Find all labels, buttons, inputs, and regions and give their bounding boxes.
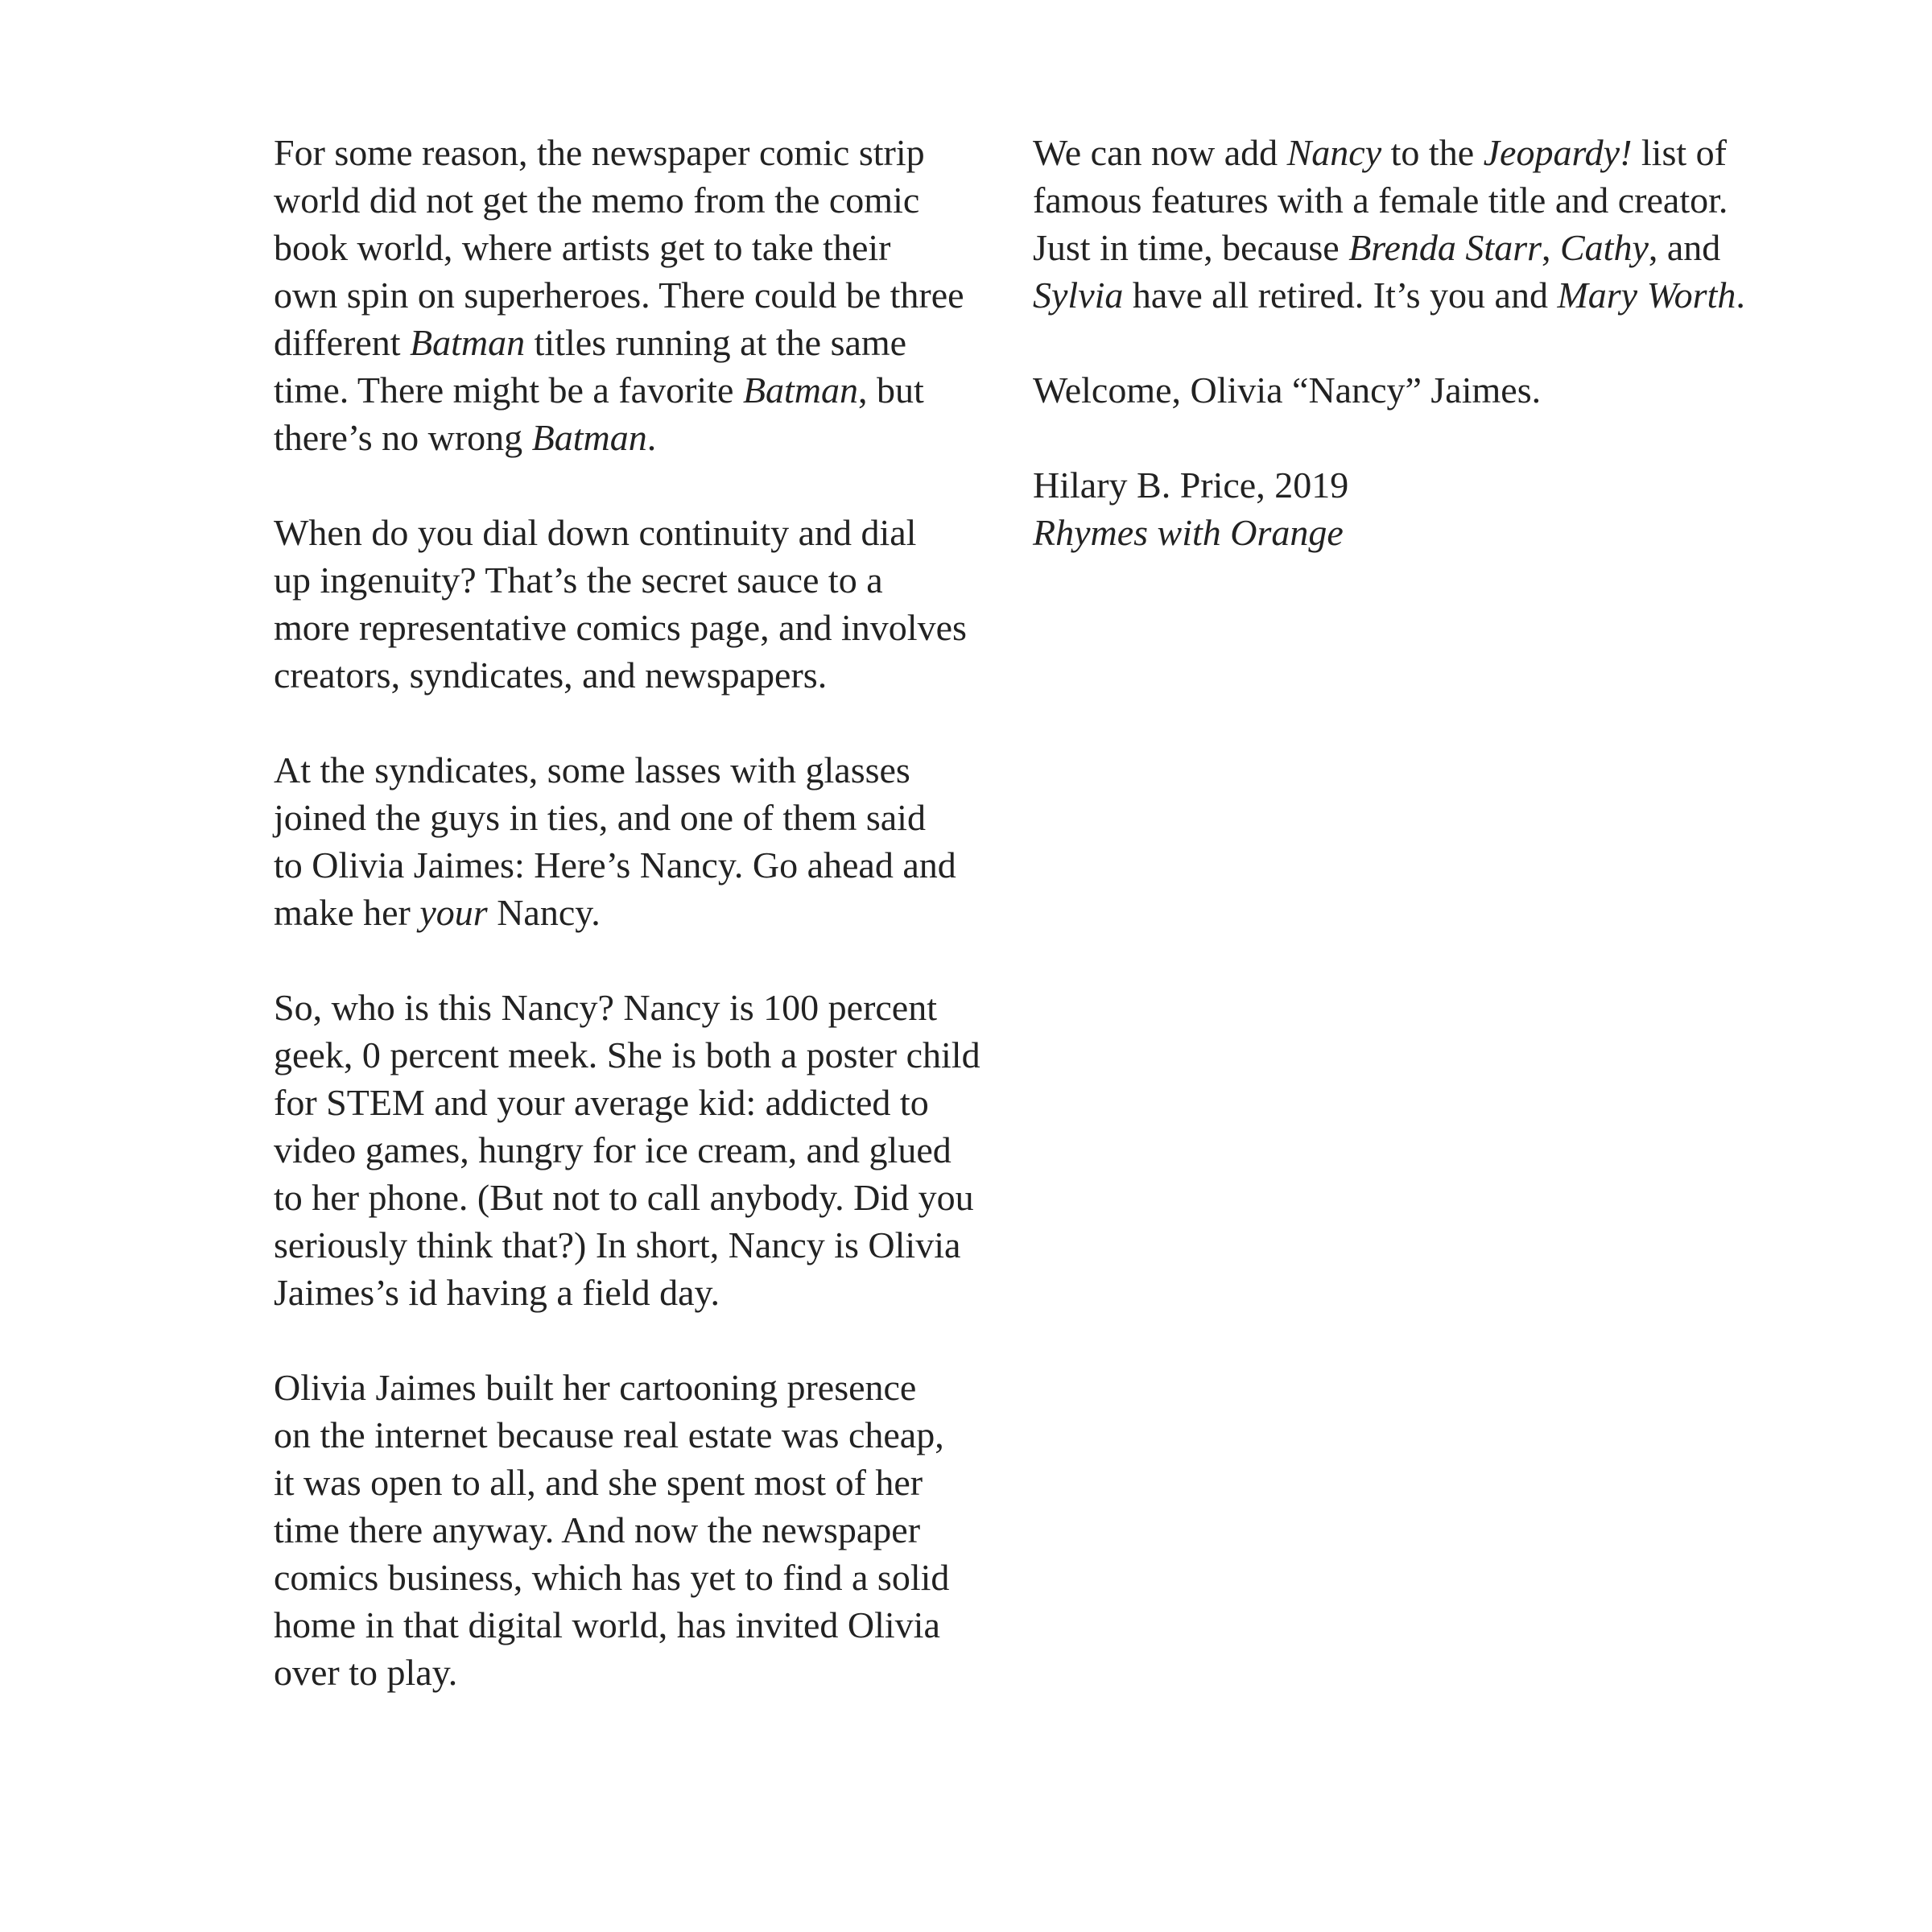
text-line [274,1364,998,1411]
text-line [274,1269,998,1316]
text-run: video games, hungry for ice cream, and glued [274,1129,952,1170]
italic-title: Sylvia [1033,275,1124,316]
text-line [1033,271,1773,319]
text-line [274,1506,998,1554]
right-text-column [1033,129,1773,556]
text-run: for STEM and your average kid: addicted to [274,1082,929,1123]
text-run: different [274,322,411,363]
text-line [274,841,998,889]
text-run: seriously think that?) In short, Nancy is Olivia [274,1224,961,1265]
text-run: to Olivia Jaimes: Here’s Nancy. Go ahead and [274,844,956,886]
text-run: there’s no wrong [274,417,532,458]
text-line [1033,224,1773,271]
text-line [274,1221,998,1269]
text-run: Just in time, because [1033,227,1349,268]
text-line [274,414,998,461]
text-run: up ingenuity? That’s the secret sauce to a [274,559,883,601]
text-line [274,1126,998,1174]
italic-title: Batman [410,322,526,363]
text-line [1033,176,1773,224]
paragraph [274,746,998,936]
text-line [274,1601,998,1649]
text-line [274,1079,998,1126]
paragraph [274,984,998,1316]
text-run: , but [858,369,924,411]
text-line [1033,129,1773,176]
text-line [274,889,998,936]
text-run: famous features with a female title and creator. [1033,180,1728,221]
text-line [274,176,998,224]
paragraph [1033,129,1773,319]
text-line [274,604,998,651]
signature-block [1033,461,1773,556]
text-run: , [1542,227,1560,268]
text-line [274,509,998,556]
italic-title: Mary Worth [1557,275,1736,316]
text-line [274,794,998,841]
text-line [274,746,998,794]
text-run: At the syndicates, some lasses with glasses [274,749,910,791]
paragraph [274,509,998,699]
text-run: . [1736,275,1745,316]
text-run: Welcome, Olivia “Nancy” Jaimes. [1033,369,1542,411]
text-line [274,319,998,366]
text-run: to the [1381,132,1484,173]
text-run: own spin on superheroes. There could be three [274,275,964,316]
italic-title: your [419,892,488,933]
left-text-column [274,129,998,1744]
italic-title: Cathy [1560,227,1649,268]
text-run: For some reason, the newspaper comic strip [274,132,925,173]
text-run: titles running at the same [525,322,907,363]
italic-title: Batman [531,417,647,458]
text-run: time. There might be a favorite [274,369,743,411]
text-run: over to play. [274,1652,458,1693]
text-run: creators, syndicates, and newspapers. [274,654,828,696]
text-run: We can now add [1033,132,1287,173]
paragraph [1033,366,1773,414]
paragraph [274,129,998,461]
text-run: geek, 0 percent meek. She is both a poster child [274,1034,980,1075]
italic-title: Nancy [1286,132,1382,173]
text-line [274,129,998,176]
text-run: make her [274,892,420,933]
text-run: So, who is this Nancy? Nancy is 100 percent [274,987,938,1028]
text-run: it was open to all, and she spent most of her [274,1462,923,1503]
text-run: Olivia Jaimes built her cartooning presence [274,1367,917,1408]
text-run: book world, where artists get to take their [274,227,891,268]
text-run: list of [1632,132,1727,173]
text-run: on the internet because real estate was cheap, [274,1414,944,1455]
text-run: Jaimes’s id having a field day. [274,1272,720,1313]
text-line [274,1174,998,1221]
text-line [274,984,998,1031]
text-line [274,1649,998,1696]
text-run: have all retired. It’s you and [1123,275,1558,316]
text-line [274,224,998,271]
text-line [274,1459,998,1506]
text-run: home in that digital world, has invited Olivia [274,1604,940,1645]
text-run: , and [1648,227,1721,268]
text-run: to her phone. (But not to call anybody. Did you [274,1177,974,1218]
text-run: more representative comics page, and involves [274,607,967,648]
paragraph [274,1364,998,1696]
signature-name: Hilary B. Price, 2019 [1033,464,1349,506]
text-run: . [646,417,657,458]
text-line [274,1411,998,1459]
italic-title: Jeopardy! [1483,132,1633,173]
text-run: joined the guys in ties, and one of them said [274,797,926,838]
text-run: When do you dial down continuity and dial [274,512,917,553]
signature-strip-title: Rhymes with Orange [1033,512,1344,553]
text-run: time there anyway. And now the newspaper [274,1509,921,1550]
text-line [1033,366,1773,414]
italic-title: Batman [742,369,858,411]
text-line [274,651,998,699]
right-paragraphs [1033,129,1773,414]
text-run: world did not get the memo from the comic [274,180,920,221]
italic-title: Brenda Starr [1348,227,1542,268]
text-line [274,271,998,319]
text-line [274,1554,998,1601]
text-run: comics business, which has yet to find a solid [274,1557,950,1598]
text-run: Nancy. [487,892,601,933]
text-line [274,366,998,414]
text-line [274,556,998,604]
text-line [274,1031,998,1079]
